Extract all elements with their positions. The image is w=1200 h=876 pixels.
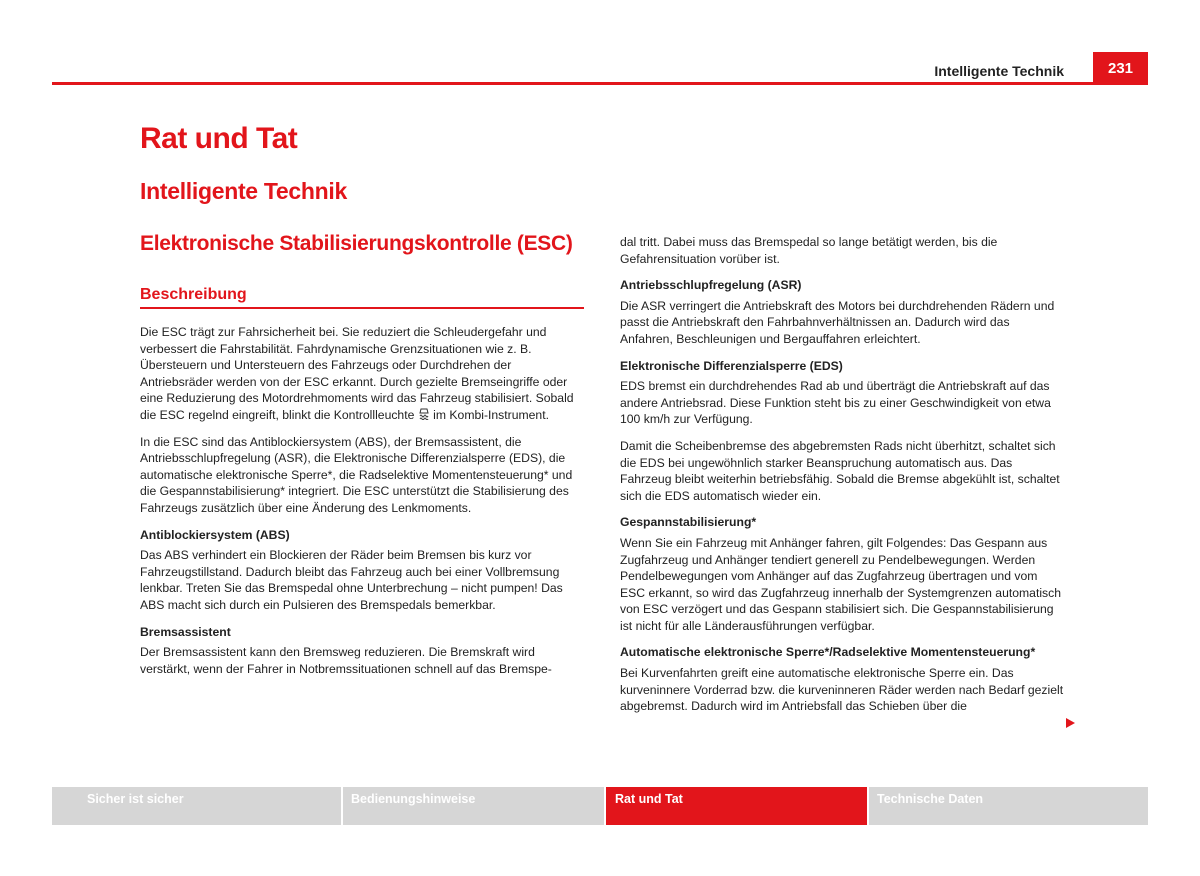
- continue-arrow-icon[interactable]: [1066, 718, 1075, 728]
- heading-asr: Antriebsschlupfregelung (ASR): [620, 278, 802, 293]
- paragraph-text: im Kombi-Instrument.: [433, 407, 549, 422]
- paragraph-continuation: dal tritt. Dabei muss das Bremspedal so lange betätigt werden, bis die Gefahrensituation vorüber ist.: [620, 235, 998, 266]
- header-rule: [52, 82, 1146, 85]
- paragraph-sperre: Bei Kurvenfahrten greift eine automatische elektronische Sperre ein. Das kurveninnere Vorderrad bzw. die kurveninneren Räder werden nach Bedarf gezielt abgebremst. Dadurch wird im Antriebsfall das Schieben über die: [620, 666, 1064, 714]
- subheading-beschreibung: Beschreibung: [140, 286, 584, 309]
- nav-tab-technische-daten[interactable]: Technische Daten: [869, 787, 1148, 825]
- paragraph-eds-1: EDS bremst ein durchdrehendes Rad ab und überträgt die Antriebskraft auf das andere Antriebsrad. Diese Funktion steht bis zu einer Geschwindigkeit von etwa 100 km/h zur Verfügung.: [620, 379, 1051, 427]
- chapter-title: Rat und Tat: [140, 122, 298, 155]
- right-column: [620, 234, 1065, 725]
- topic-title: Elektronische Stabilisierungskontrolle (ESC): [140, 232, 573, 255]
- nav-tab-sicher-ist-sicher[interactable]: Sicher ist sicher: [52, 787, 341, 825]
- heading-abs: Antiblockiersystem (ABS): [140, 527, 290, 542]
- esc-warning-lamp-icon: [418, 408, 430, 420]
- paragraph-text: Die ESC trägt zur Fahrsicherheit bei. Sie reduziert die Schleudergefahr und verbessert die Fahrstabilität. Fahrdynamische Grenzsituationen wie z. B. Übersteuern und Untersteuern des Fahrzeugs oder Durchdrehen der Antriebsräder werden von der ESC erkannt. Durch gezielte Bremseingriffe oder eine Reduzierung des Motordrehmoments wird das Fahrzeug stabilisiert. Sobald die ESC regelnd eingreift, blinkt die Kontrollleuchte: [140, 325, 574, 422]
- heading-bremsassistent: Bremsassistent: [140, 624, 231, 639]
- nav-tab-rat-und-tat[interactable]: Rat und Tat: [606, 787, 867, 825]
- left-column: [140, 324, 586, 687]
- paragraph-abs: Das ABS verhindert ein Blockieren der Räder beim Bremsen bis kurz vor Fahrzeugstillstand. Dadurch bleibt das Fahrzeug auch bei einer Vollbremsung lenkbar. Treten Sie das Bremspedal ohne Unterbrechung – nicht pumpen! Das ABS macht sich durch ein Pulsieren des Bremspedals bemerkbar.: [140, 548, 563, 612]
- paragraph-esc-intro: [140, 324, 586, 424]
- heading-sperre: Automatische elektronische Sperre*/Radselektive Momentensteuerung*: [620, 645, 1036, 660]
- section-title: Intelligente Technik: [140, 178, 347, 204]
- paragraph-esc-components: In die ESC sind das Antiblockiersystem (ABS), der Bremsassistent, die Antriebsschlupfregelung (ASR), die Elektronische Differenzialsperre (EDS), die automatische elektronische Sperre*, die Radselektive Momentensteuerung* und die Gespannstabilisierung* integriert. Die ESC unterstützt die Stabilisierung des Fahrzeugs zusätzlich über eine Änderung des Lenkmoments.: [140, 434, 573, 515]
- heading-gespannstabilisierung: Gespannstabilisierung*: [620, 515, 757, 530]
- paragraph-gespannstabilisierung: Wenn Sie ein Fahrzeug mit Anhänger fahren, gilt Folgendes: Das Gespann aus Zugfahrzeug und Anhänger tendiert generell zu Pendelbewegungen. Werden Pendelbewegungen vom Anhänger auf das Zugfahrzeug übertragen und vom ESC erkannt, so wird das Zugfahrzeug innerhalb der Systemgrenzen automatisch von ESC verzögert und das Gespann stabilisiert sich. Die Gespannstabilisierung ist nicht für alle Länderausführungen verfügbar.: [620, 535, 1062, 633]
- paragraph-asr: Die ASR verringert die Antriebskraft des Motors bei durchdrehenden Rädern und passt die Antriebskraft den Fahrbahnverhältnissen an. Dadurch wird das Anfahren, Beschleunigen und Bergauffahren erleichtert.: [620, 298, 1055, 346]
- running-header: Intelligente Technik: [934, 63, 1064, 79]
- page-number: 231: [1093, 52, 1148, 85]
- nav-tab-bedienungshinweise[interactable]: Bedienungshinweise: [343, 787, 604, 825]
- paragraph-eds-2: Damit die Scheibenbremse des abgebremsten Rads nicht überhitzt, schaltet sich die EDS bei ungewöhnlich starker Beanspruchung automatisch aus. Das Fahrzeug bleibt weiterhin betriebsfähig. Sobald die Bremse abgekühlt ist, schaltet sich die EDS automatisch wieder ein.: [620, 438, 1060, 503]
- footer-navigation: [52, 787, 1148, 825]
- heading-eds: Elektronische Differenzialsperre (EDS): [620, 358, 843, 373]
- paragraph-bremsassistent: Der Bremsassistent kann den Bremsweg reduzieren. Die Bremskraft wird verstärkt, wenn der Fahrer in Notbremssituationen schnell auf das Bremspe-: [140, 645, 552, 676]
